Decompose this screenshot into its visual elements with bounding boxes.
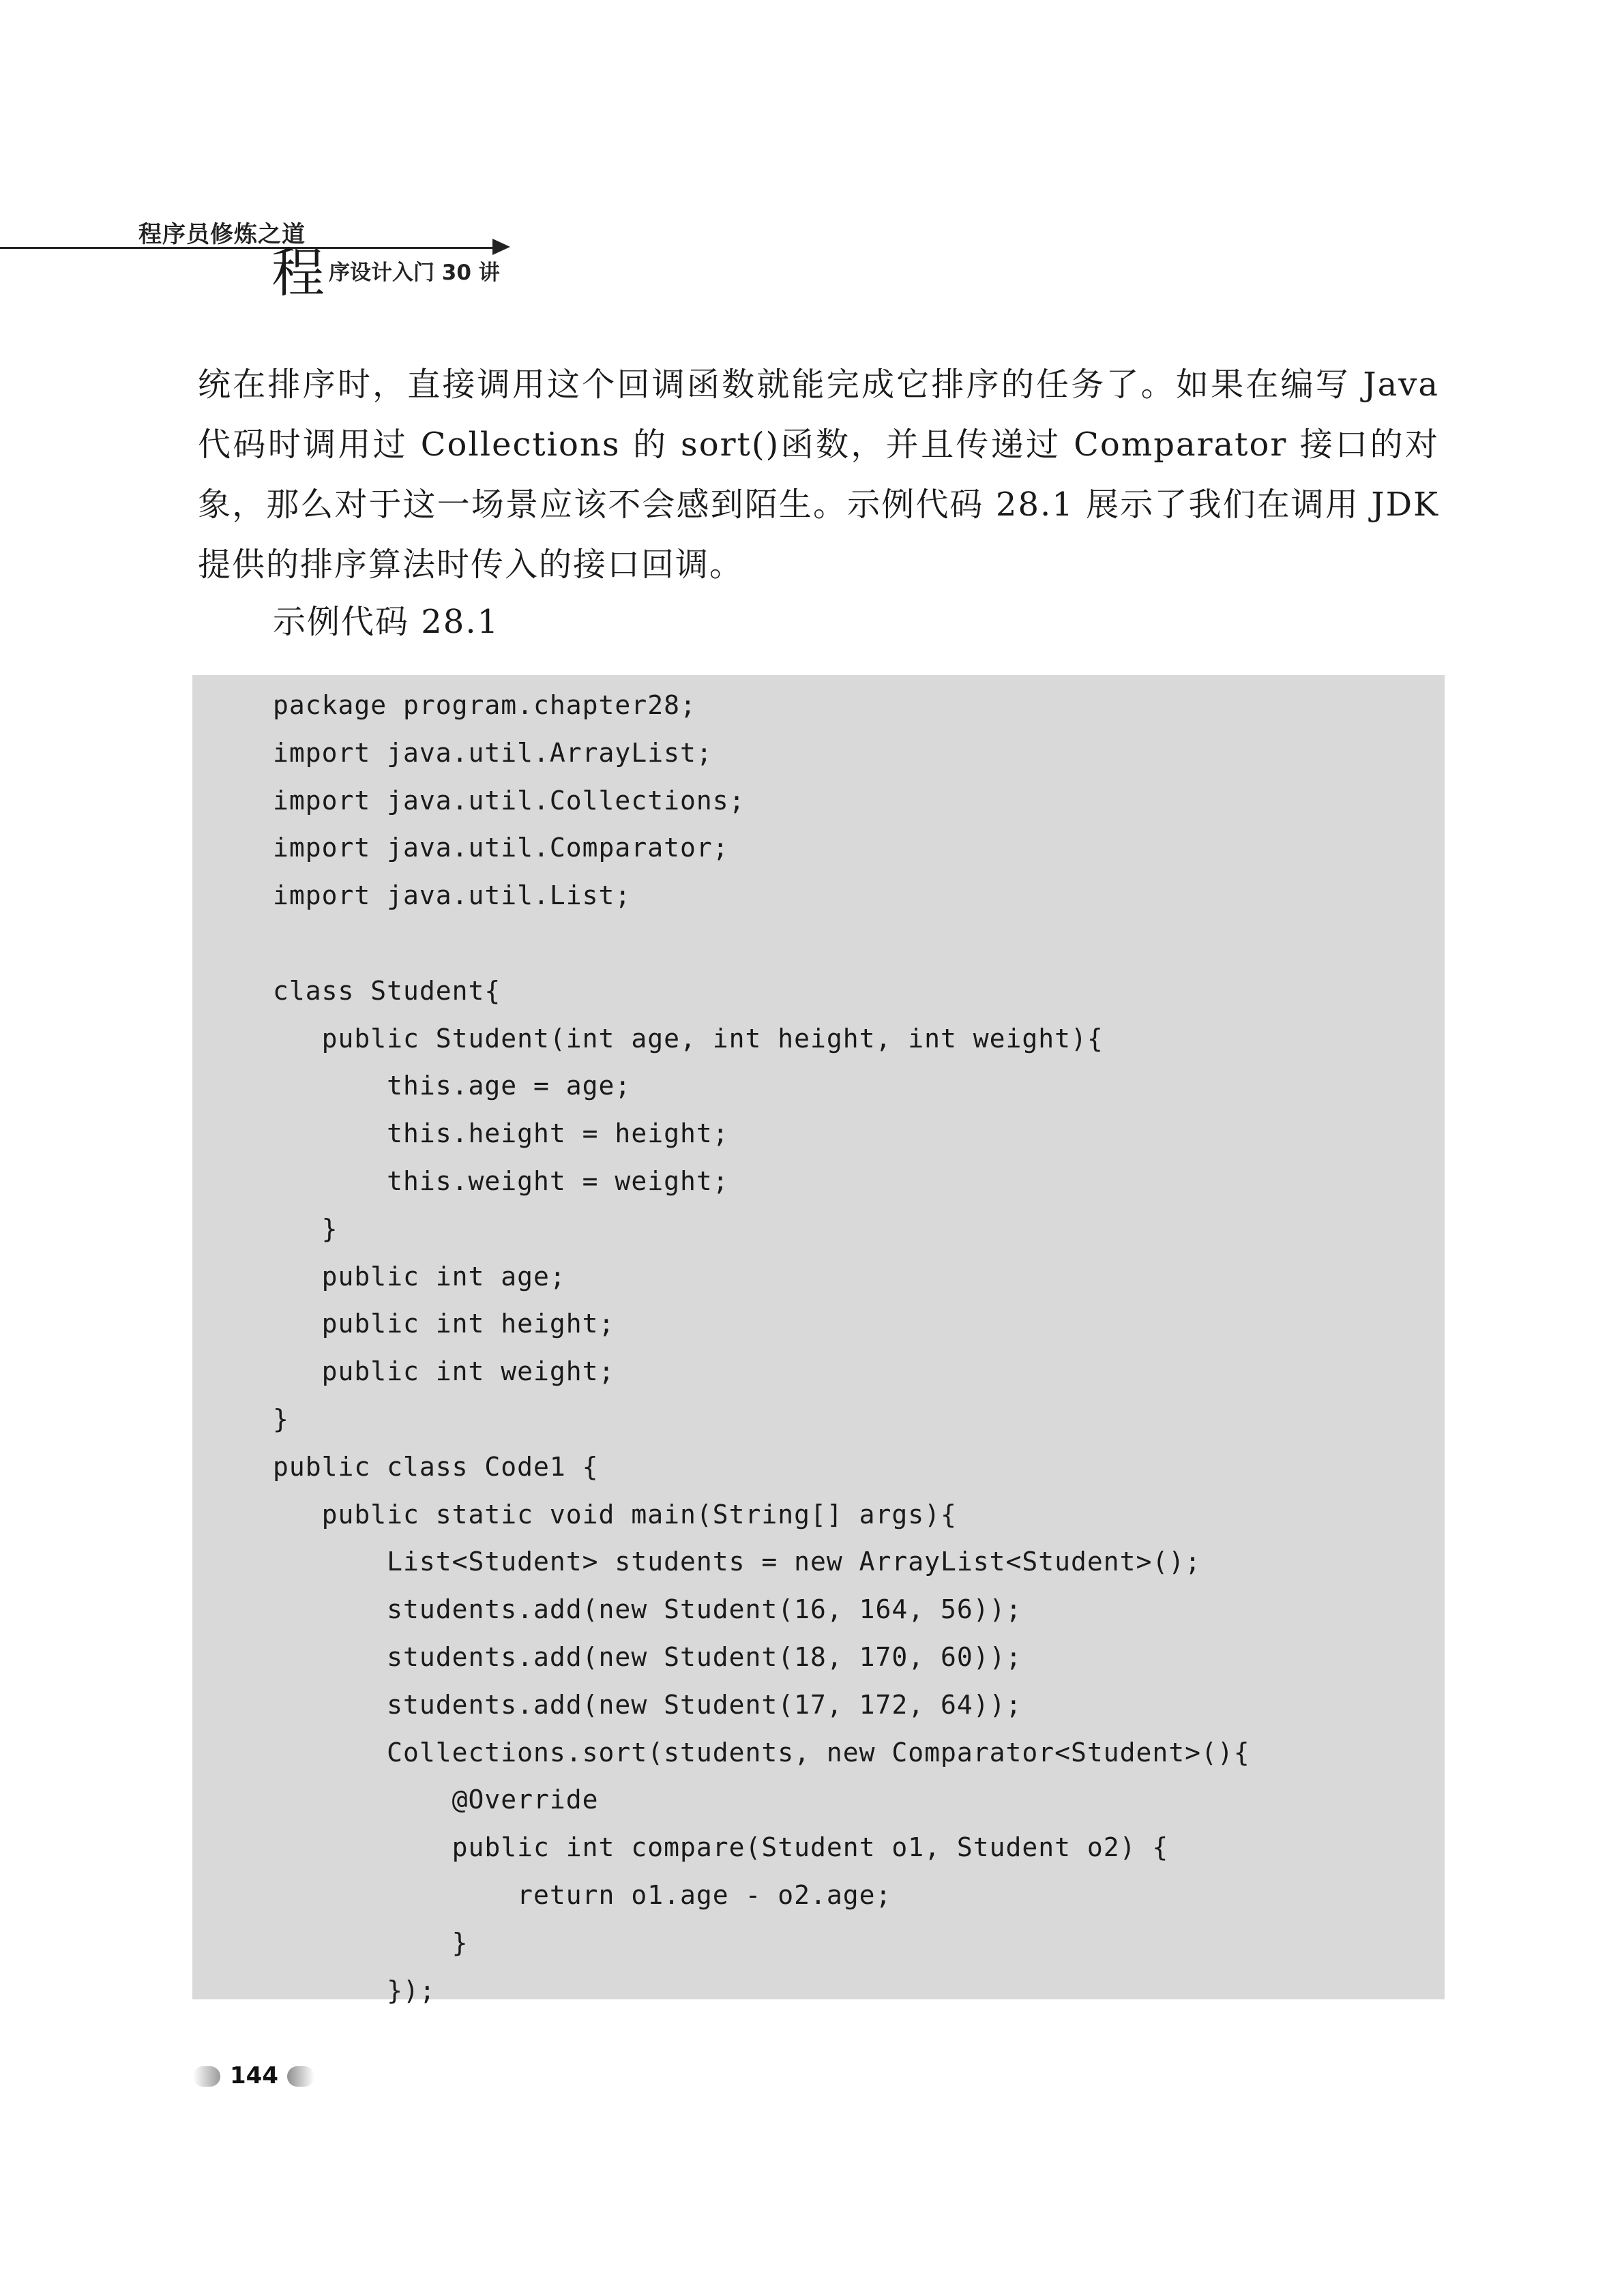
code-line: this.age = age; bbox=[273, 1071, 632, 1101]
code-line: class Student{ bbox=[273, 975, 501, 1006]
code-line: students.add(new Student(17, 172, 64)); bbox=[273, 1689, 1022, 1720]
code-line: public class Code1 { bbox=[273, 1451, 599, 1482]
code-line: public Student(int age, int height, int weight){ bbox=[273, 1023, 1104, 1054]
code-line: this.weight = weight; bbox=[273, 1165, 729, 1196]
code-line: @Override bbox=[273, 1785, 599, 1815]
code-line: this.height = height; bbox=[273, 1118, 729, 1149]
page-number: 144 bbox=[230, 2062, 278, 2089]
code-line: students.add(new Student(18, 170, 60)); bbox=[273, 1641, 1022, 1672]
code-line: } bbox=[273, 1403, 289, 1434]
book-title-initial: 程 bbox=[271, 243, 325, 304]
book-subtitle: 序设计入门 30 讲 bbox=[329, 260, 500, 285]
code-line: } bbox=[273, 1927, 469, 1958]
body-paragraph: 统在排序时，直接调用这个回调函数就能完成它排序的任务了。如果在编写 Java 代码时调用过 Collections 的 sort()函数，并且传递过 Comparator 接口的对象，那么对于这一场景应该不会感到陌生。示例代码 28.1 展示了我们在调用 JDK 提供的排序算法时传入的接口回调。 bbox=[198, 366, 1439, 584]
code-line: public int height; bbox=[273, 1309, 615, 1339]
header-arrow-icon bbox=[492, 239, 510, 255]
code-line: } bbox=[273, 1213, 338, 1244]
code-line: List<Student> students = new ArrayList<Student>(); bbox=[273, 1547, 1202, 1577]
code-line: import java.util.List; bbox=[273, 880, 632, 911]
code-line: return o1.age - o2.age; bbox=[273, 1879, 892, 1910]
code-line: import java.util.ArrayList; bbox=[273, 737, 713, 768]
code-line: public int weight; bbox=[273, 1356, 615, 1387]
series-title: 程序员修炼之道 bbox=[138, 221, 306, 248]
code-line: Collections.sort(students, new Comparator<Student>(){ bbox=[273, 1737, 1250, 1768]
code-caption: 示例代码 28.1 bbox=[273, 603, 500, 641]
code-line: public static void main(String[] args){ bbox=[273, 1499, 957, 1530]
code-line bbox=[273, 920, 1250, 968]
page-ornament-right-icon bbox=[287, 2066, 314, 2087]
code-line: students.add(new Student(16, 164, 56)); bbox=[273, 1594, 1022, 1625]
page-ornament-left-icon bbox=[193, 2066, 220, 2087]
code-line: public int compare(Student o1, Student o2) { bbox=[273, 1832, 1169, 1863]
code-line: import java.util.Comparator; bbox=[273, 833, 729, 863]
code-line: package program.chapter28; bbox=[273, 690, 696, 720]
code-line: import java.util.Collections; bbox=[273, 785, 745, 816]
code-line: public int age; bbox=[273, 1261, 566, 1292]
code-listing bbox=[192, 675, 1445, 2006]
page-number-badge bbox=[193, 2061, 316, 2093]
running-header bbox=[0, 205, 518, 314]
code-line: }); bbox=[273, 1975, 436, 2006]
code-lines bbox=[273, 682, 1250, 2014]
header-rule bbox=[0, 247, 501, 249]
